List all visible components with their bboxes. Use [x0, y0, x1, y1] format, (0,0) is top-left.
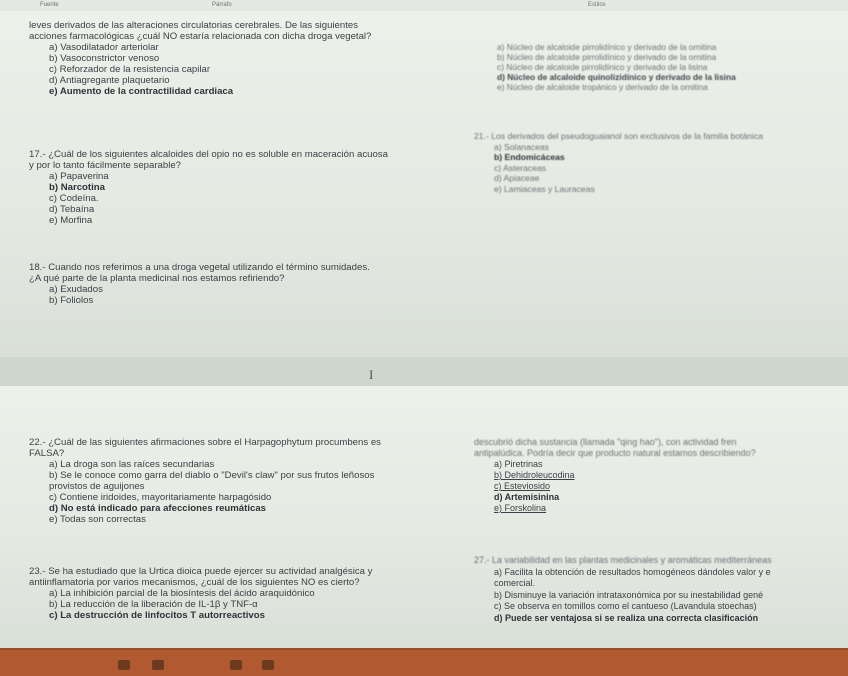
taskbar-app-icon[interactable]: [262, 660, 274, 670]
question-23: [29, 566, 372, 621]
answer-option: c) Núcleo de alcaloide pirrolidínico y derivado de la lisina: [497, 62, 708, 72]
answer-option: e) Lamiaceas y Lauraceas: [494, 183, 595, 194]
answer-option: a) Exudados: [49, 284, 103, 295]
question-22: [29, 437, 381, 525]
answer-option: a) Piretrinas: [494, 459, 543, 469]
answer-option-highlighted: d) Artemisinina: [494, 492, 560, 502]
question-text: leves derivados de las alteraciones circulatorias cerebrales. De las siguientes: [29, 20, 359, 31]
answer-option-highlighted: c) La destrucción de linfocitos T autorreactivos: [49, 610, 265, 621]
question-text: 27.- La variabilidad en las plantas medicinales y aromáticas mediterráneas: [474, 555, 772, 565]
question-text: 17.- ¿Cuál de los siguientes alcaloides del opio no es soluble en maceración acuosa: [29, 149, 388, 160]
answer-option: b) Disminuye la variación intrataxonómica por su inestabilidad gené: [494, 589, 764, 600]
answer-option: a) Facilita la obtención de resultados homogéneos dándoles valor y e: [494, 566, 771, 577]
taskbar-app-icon[interactable]: [118, 660, 130, 670]
answer-option: a) La inhibición parcial de la biosíntesis del ácido araquidónico: [49, 588, 315, 599]
taskbar-app-icon[interactable]: [152, 660, 164, 670]
question-text: ¿A qué parte de la planta medicinal nos estamos refiriendo?: [29, 273, 285, 284]
answer-option: d) Antiagregante plaquetario: [49, 75, 170, 86]
answer-option: a) La droga son las raíces secundarias: [49, 459, 215, 470]
question-26-continuation: [474, 437, 756, 514]
taskbar: [0, 648, 848, 676]
question-21: [474, 131, 763, 194]
question-text: 18.- Cuando nos referimos a una droga vegetal utilizando el término sumidades.: [29, 262, 370, 273]
answer-option: b) Núcleo de alcaloide pirrolidínico y derivado de la ornitina: [497, 52, 717, 62]
answer-option: a) Solanaceas: [494, 141, 549, 152]
question-text: antiinflamatoria por varios mecanismos, ¿cuál de los siguientes NO es cierto?: [29, 577, 360, 588]
question-text: 21.- Los derivados del pseudoguaianol son exclusivos de la familia botánica: [474, 131, 764, 141]
answer-option-highlighted: d) Puede ser ventajosa si se realiza una correcta clasificación: [494, 612, 759, 623]
answer-option: e) Todas son correctas: [49, 514, 146, 525]
answer-option: c) Codeína.: [49, 193, 99, 204]
question-text: descubrió dicha sustancia (llamada "qing hao"), con actividad fren: [474, 437, 737, 447]
question-17: [29, 149, 388, 226]
question-18: [29, 262, 370, 306]
taskbar-app-icon[interactable]: [230, 660, 242, 670]
answer-option: c) Se observa en tomillos como el cantueso (Lavandula stoechas): [494, 601, 757, 611]
answer-option: b) Se le conoce como garra del diablo o "Devil's claw" por sus frutos leñosos: [49, 470, 375, 481]
answer-option: a) Núcleo de alcaloide pirrolidínico y derivado de la ornitina: [497, 42, 717, 52]
answer-option-highlighted: d) Núcleo de alcaloide quinolizidínico y derivado de la lisina: [497, 72, 736, 82]
answer-option: c) Asteraceas: [494, 162, 547, 173]
question-prev-left: [29, 20, 371, 97]
ribbon-paragraph-group[interactable]: Párrafo: [212, 2, 232, 8]
answer-option-highlighted: d) No está indicado para afecciones reumáticas: [49, 503, 267, 514]
answer-option: e) Núcleo de alcaloide tropánico y derivado de la ornitina: [497, 82, 708, 92]
question-prev-right-options: [497, 42, 736, 92]
answer-option: a) Vasodilatador arteriolar: [49, 42, 159, 53]
ribbon-font-group[interactable]: Fuente: [40, 2, 59, 8]
answer-option: a) Papaverina: [49, 171, 109, 182]
answer-option-highlighted: b) Narcotina: [49, 182, 105, 193]
text-cursor-icon: I: [369, 367, 374, 382]
answer-option: b) La reducción de la liberación de IL-1β y TNF-α: [49, 599, 258, 610]
question-text: FALSA?: [29, 448, 65, 459]
answer-option: c) Reforzador de la resistencia capilar: [49, 64, 211, 75]
page-break: [0, 357, 848, 386]
answer-option: c) Contiene iridoides, mayoritariamente harpagósido: [49, 492, 272, 503]
question-text: acciones farmacológicas ¿cuál NO estaría relacionada con dicha droga vegetal?: [29, 31, 372, 42]
answer-option: c) Esteviosido: [494, 481, 551, 491]
answer-option: b) Dehidroleucodina: [494, 470, 575, 480]
question-text: y por lo tanto fácilmente separable?: [29, 160, 181, 171]
answer-option: b) Vasoconstrictor venoso: [49, 53, 160, 64]
answer-option-highlighted: e) Aumento de la contractilidad cardiaca: [49, 86, 234, 97]
answer-option: d) Apiaceae: [494, 173, 540, 183]
answer-option: d) Tebaína: [49, 204, 95, 215]
question-27: [474, 555, 772, 624]
answer-option: provistos de aguijones: [49, 481, 145, 492]
answer-option: comercial.: [494, 578, 536, 588]
answer-option: e) Morfina: [49, 215, 93, 226]
answer-option: e) Forskolina: [494, 503, 547, 513]
question-text: antipalúdica. Podría decir que producto natural estamos describiendo?: [474, 448, 756, 458]
answer-option-highlighted: b) Endomicáceas: [494, 152, 565, 162]
answer-option: b) Foliolos: [49, 295, 94, 306]
ribbon-styles-group[interactable]: Estilos: [588, 2, 606, 8]
question-text: 22.- ¿Cuál de las siguientes afirmaciones sobre el Harpagophytum procumbens es: [29, 437, 381, 448]
question-text: 23.- Se ha estudiado que la Urtica dioica puede ejercer su actividad analgésica y: [29, 566, 373, 577]
